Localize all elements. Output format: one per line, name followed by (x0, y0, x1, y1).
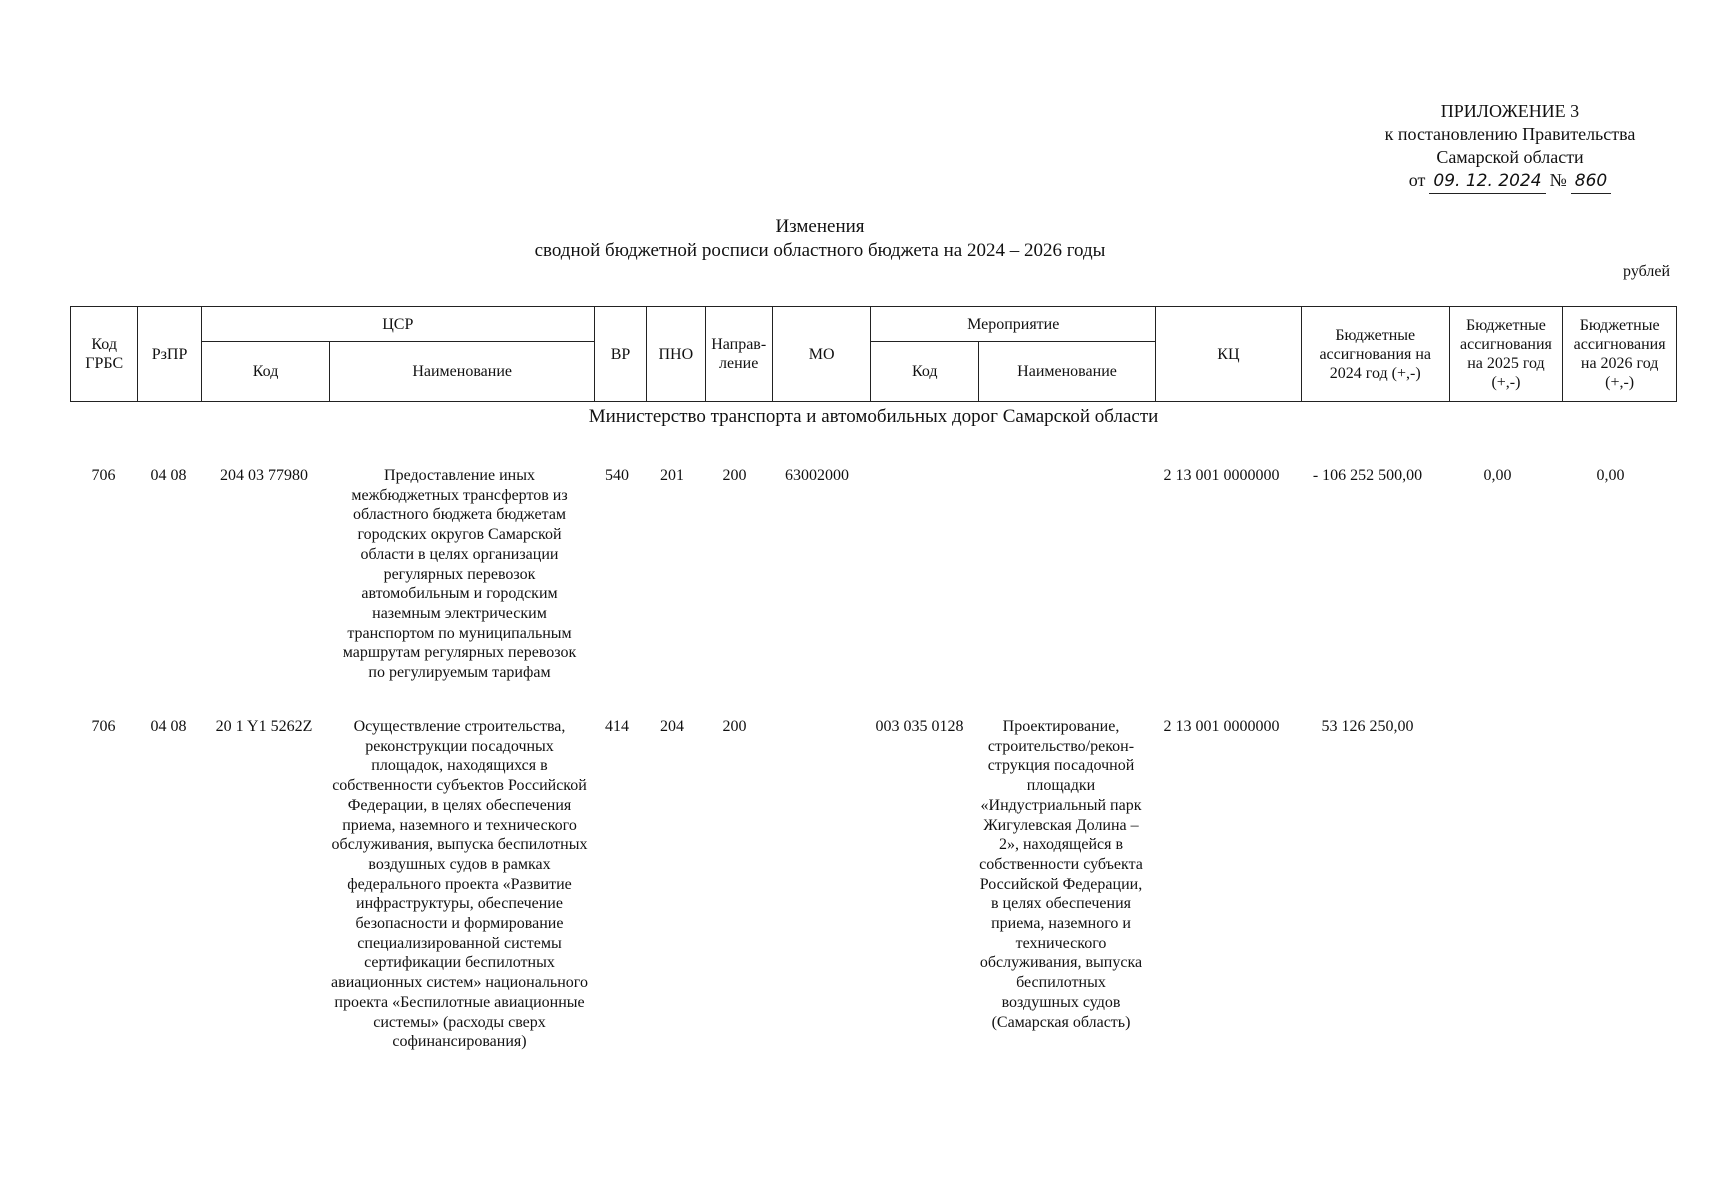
cell-grbs: 706 (91, 467, 116, 484)
cell-budget-2024: 53 126 250,00 (1321, 718, 1414, 735)
cell-pno: 204 (660, 718, 684, 735)
number-prefix: № (1549, 170, 1567, 190)
cell-napravlenie: 200 (722, 718, 747, 735)
section-title: Министерство транспорта и автомобильных дорог Самарской области (588, 406, 1159, 427)
cell-budget-2024: - 106 252 500,00 (1312, 467, 1423, 484)
cell-mer-name: Проектирование, строительство/рекон-струкция посадочной площадки «Индустриальный парк Жигулевская Долина – 2», находящейся в собственности субъекта Российской Федерации, в целях обеспечения приема, наземного и технического обслуживания, выпуска беспилотных воздушных судов (Самарская область) (979, 718, 1143, 1031)
header-rzpr: РзПР (138, 307, 201, 402)
appendix-line-2: Самарской области (1436, 147, 1584, 167)
title-line-1: Изменения (775, 216, 865, 237)
header-pno: ПНО (647, 307, 705, 402)
cell-budget-2026: 0,00 (1596, 467, 1625, 484)
cell-rzpr: 04 08 (150, 718, 187, 735)
appendix-date-line (1409, 169, 1611, 194)
header-csr: ЦСР (201, 307, 594, 342)
header-meropriyatie: Мероприятие (871, 307, 1156, 342)
title-line-2: сводной бюджетной росписи областного бюджета на 2024 – 2026 годы (534, 240, 1106, 261)
cell-csr-kod: 20 1 Y1 5262Z (215, 718, 313, 735)
header-mer-name: Наименование (979, 342, 1156, 402)
cell-csr-kod: 204 03 77980 (220, 467, 308, 484)
header-budget-2024: Бюджетные ассигнования на 2024 год (+,-) (1301, 307, 1449, 402)
cell-csr-name: Предоставление иных межбюджетных трансфертов из областного бюджета бюджетам городских округов Самарской области в целях организации регулярных перевозок автомобильным и городским наземным электрическим транспортом по муниципальным маршрутам регулярных перевозок по регулируемым тарифам (342, 467, 577, 682)
cell-rzpr: 04 08 (150, 467, 187, 484)
appendix-block (1340, 100, 1680, 194)
document-title (420, 215, 1220, 263)
header-mer-kod: Код (871, 342, 979, 402)
cell-mo: 63002000 (785, 467, 849, 484)
cell-kc: 2 13 001 0000000 (1163, 718, 1280, 735)
cell-vr: 540 (605, 467, 629, 484)
header-budget-2026: Бюджетные ассигнования на 2026 год (+,-) (1563, 307, 1677, 402)
units-label: рублей (1623, 263, 1670, 280)
header-kod-grbs: Код ГРБС (71, 307, 138, 402)
cell-pno: 201 (660, 467, 684, 484)
budget-table-header (70, 306, 1677, 402)
handwritten-date: 09. 12. 2024 (1429, 170, 1545, 194)
header-napravlenie: Направ-ление (705, 307, 772, 402)
header-csr-name: Наименование (330, 342, 594, 402)
cell-kc: 2 13 001 0000000 (1163, 467, 1280, 484)
handwritten-number: 860 (1571, 170, 1611, 194)
cell-vr: 414 (605, 718, 629, 735)
cell-napravlenie: 200 (722, 467, 747, 484)
cell-budget-2025: 0,00 (1483, 467, 1512, 484)
header-vr: ВР (594, 307, 646, 402)
cell-mer-kod: 003 035 0128 (875, 718, 964, 735)
cell-csr-name: Осуществление строительства, реконструкции посадочных площадок, находящихся в собственности субъектов Российской Федерации, в целях обеспечения приема, наземного и технического обслуживания, выпуска беспилотных воздушных судов в рамках федерального проекта «Развитие инфраструктуры, обеспечение безопасности и формирование специализированной системы сертификации беспилотных авиационных систем» национального проекта «Беспилотные авиационные системы» (расходы сверх софинансирования) (331, 718, 588, 1051)
cell-grbs: 706 (91, 718, 116, 735)
header-budget-2025: Бюджетные ассигнования на 2025 год (+,-) (1449, 307, 1563, 402)
appendix-title: ПРИЛОЖЕНИЕ 3 (1440, 101, 1580, 121)
header-kc: КЦ (1156, 307, 1302, 402)
header-mo: МО (772, 307, 871, 402)
date-prefix: от (1408, 170, 1426, 190)
header-csr-kod: Код (201, 342, 330, 402)
appendix-line-1: к постановлению Правительства (1384, 124, 1636, 144)
